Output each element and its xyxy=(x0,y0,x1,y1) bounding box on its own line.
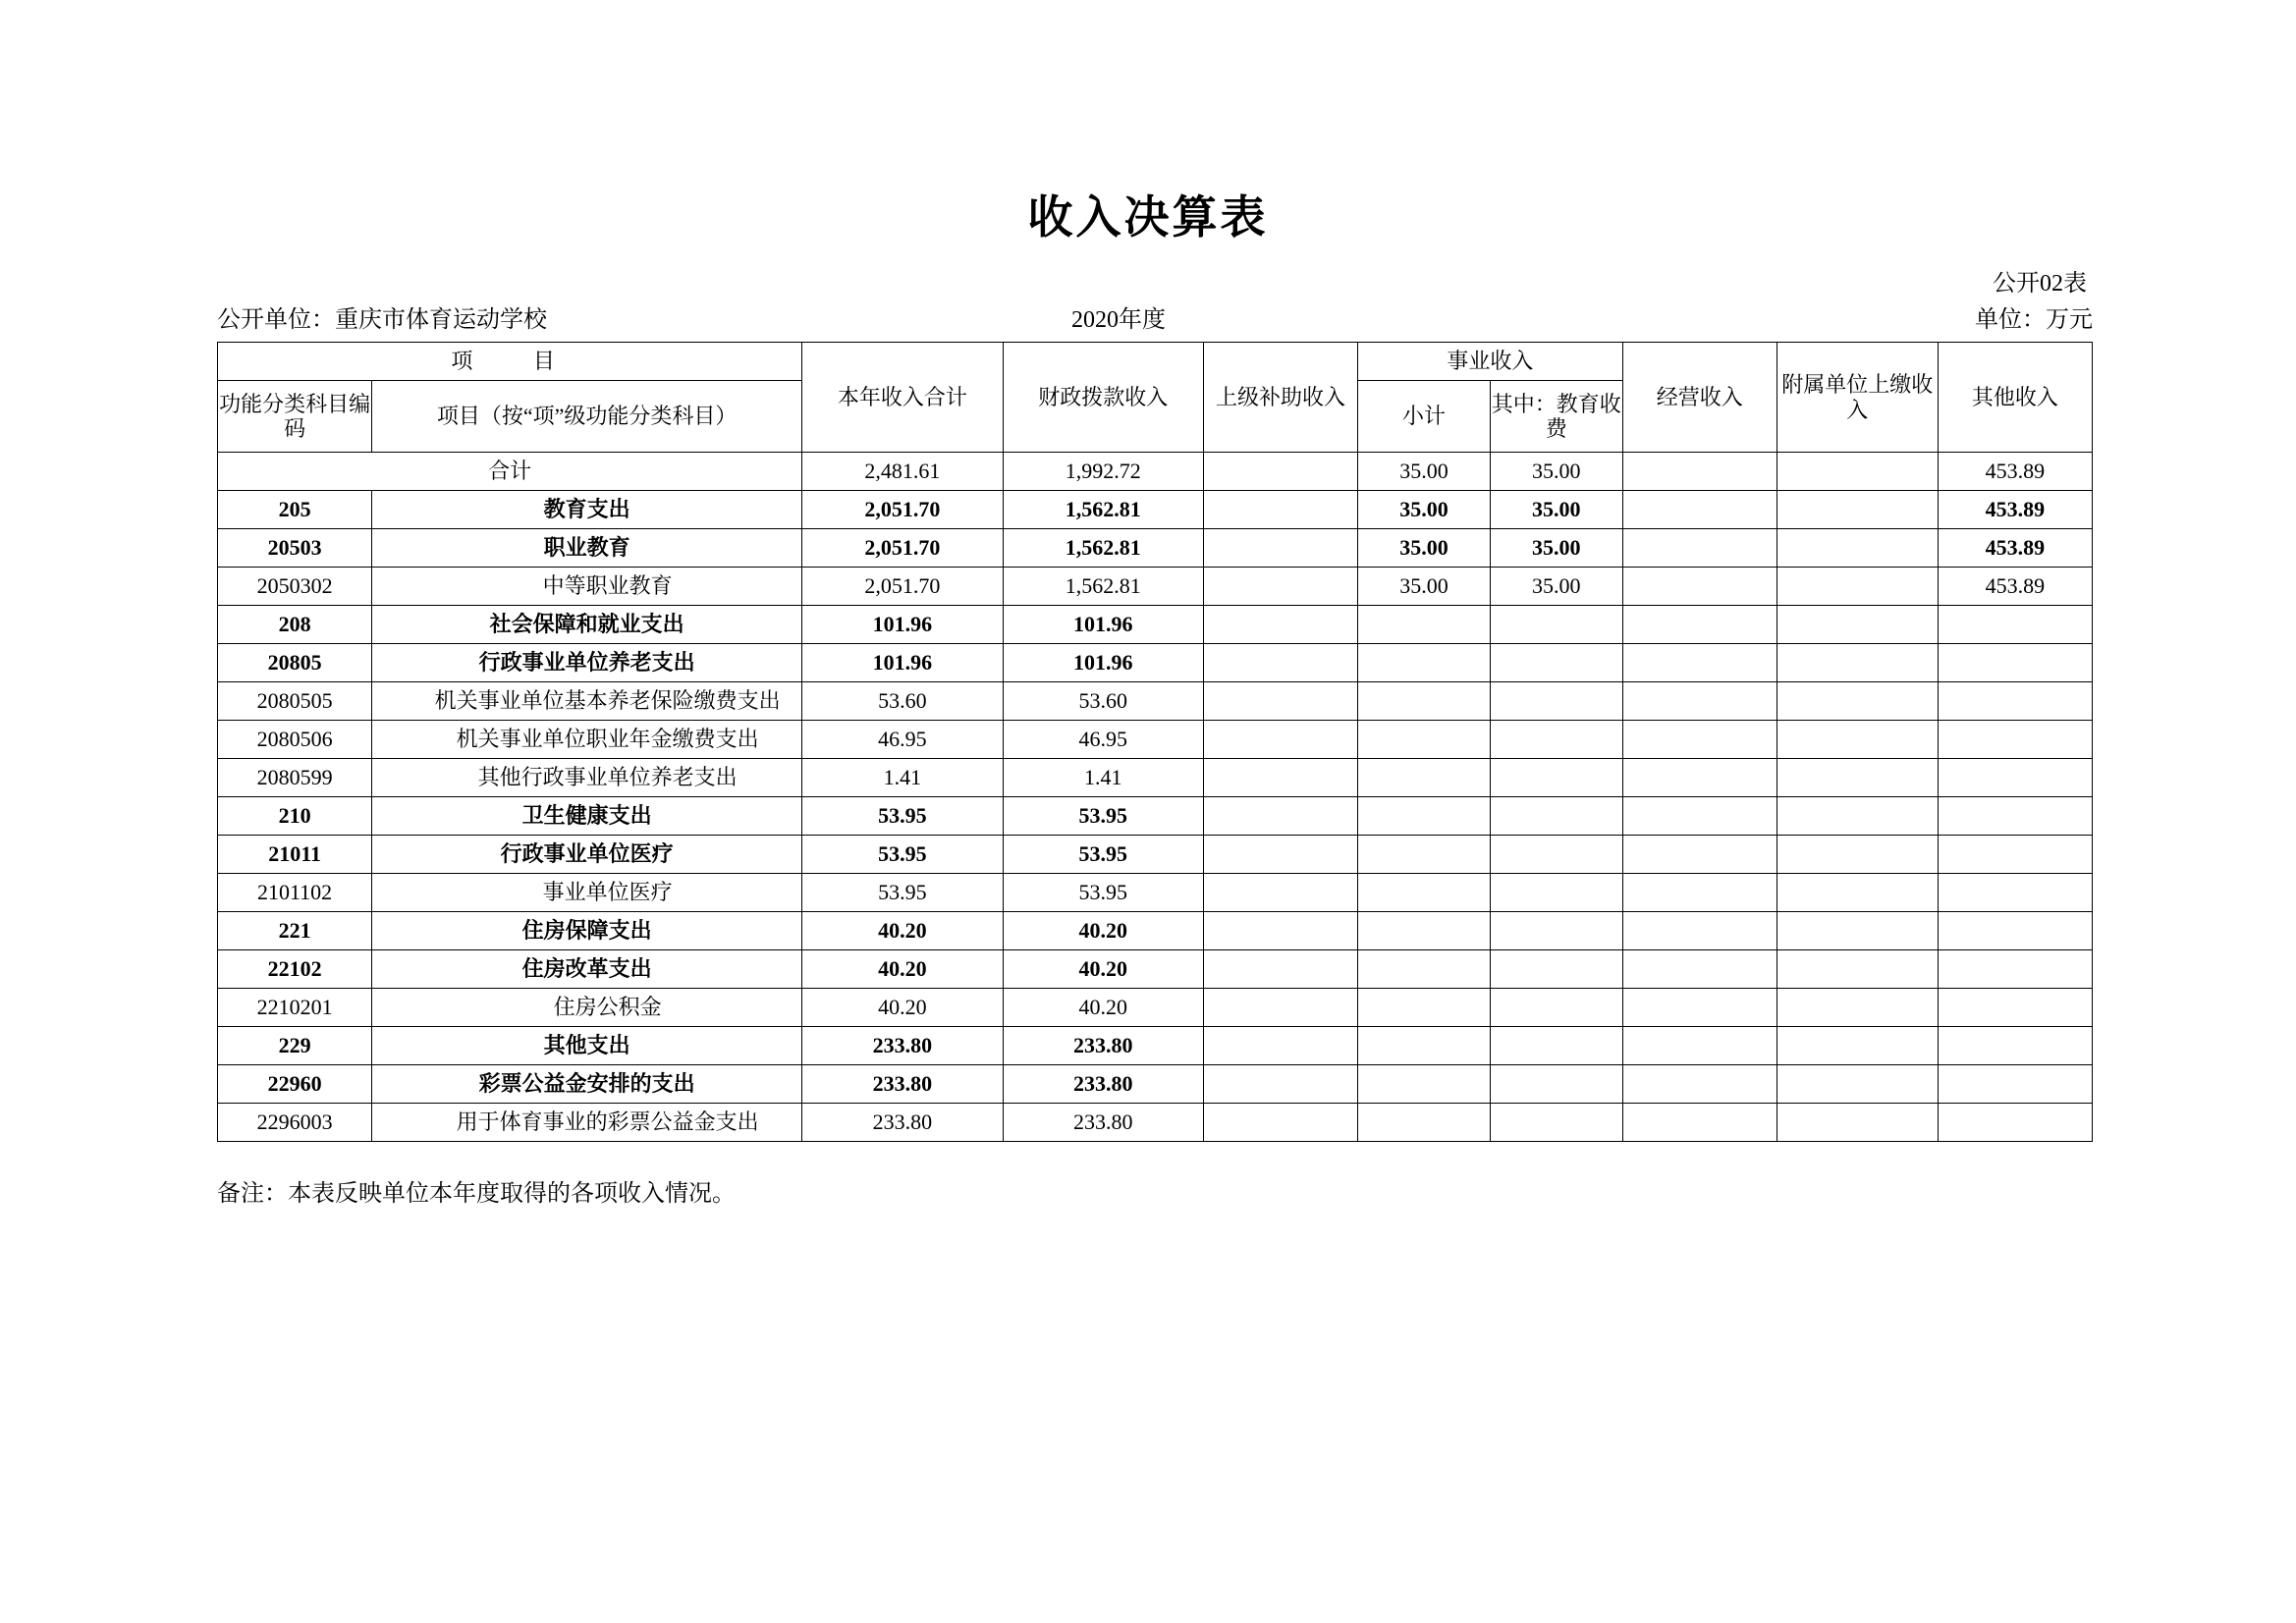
cell-business-sub: 35.00 xyxy=(1358,453,1491,491)
cell-business-sub xyxy=(1358,836,1491,874)
cell-business-sub: 35.00 xyxy=(1358,568,1491,606)
cell-business-sub xyxy=(1358,950,1491,989)
cell-total: 40.20 xyxy=(802,989,1003,1027)
cell-code: 2080506 xyxy=(218,721,372,759)
cell-business-sub xyxy=(1358,989,1491,1027)
cell-total: 233.80 xyxy=(802,1065,1003,1104)
cell-name: 教育支出 xyxy=(372,491,802,529)
cell-operating xyxy=(1622,568,1777,606)
cell-fiscal: 40.20 xyxy=(1003,989,1203,1027)
table-body xyxy=(218,453,2093,1142)
header-col-superior: 上级补助收入 xyxy=(1203,343,1357,453)
cell-operating xyxy=(1622,874,1777,912)
cell-name: 其他支出 xyxy=(372,1027,802,1065)
cell-affiliate xyxy=(1777,721,1938,759)
cell-total: 53.60 xyxy=(802,682,1003,721)
cell-name: 住房保障支出 xyxy=(372,912,802,950)
cell-business-sub: 35.00 xyxy=(1358,529,1491,568)
cell-total: 46.95 xyxy=(802,721,1003,759)
cell-operating xyxy=(1622,682,1777,721)
cell-operating xyxy=(1622,759,1777,797)
cell-total: 2,051.70 xyxy=(802,529,1003,568)
cell-name: 彩票公益金安排的支出 xyxy=(372,1065,802,1104)
table-row xyxy=(218,912,2093,950)
cell-superior xyxy=(1203,453,1357,491)
cell-business-edu: 35.00 xyxy=(1490,529,1622,568)
cell-fiscal: 233.80 xyxy=(1003,1065,1203,1104)
cell-affiliate xyxy=(1777,1065,1938,1104)
cell-business-edu xyxy=(1490,721,1622,759)
cell-other: 453.89 xyxy=(1938,453,2092,491)
cell-business-sub xyxy=(1358,797,1491,836)
header-col-affiliate: 附属单位上缴收入 xyxy=(1777,343,1938,453)
header-col-name: 项目（按“项”级功能分类科目） xyxy=(372,381,802,453)
cell-total: 53.95 xyxy=(802,874,1003,912)
cell-business-sub xyxy=(1358,1104,1491,1142)
cell-total: 1.41 xyxy=(802,759,1003,797)
table-row xyxy=(218,874,2093,912)
cell-business-sub xyxy=(1358,759,1491,797)
cell-superior xyxy=(1203,874,1357,912)
header-col-business-sub: 小计 xyxy=(1358,381,1491,453)
cell-total-label: 合计 xyxy=(218,453,802,491)
cell-superior xyxy=(1203,529,1357,568)
cell-total: 233.80 xyxy=(802,1104,1003,1142)
cell-business-edu xyxy=(1490,644,1622,682)
cell-name: 职业教育 xyxy=(372,529,802,568)
table-row xyxy=(218,606,2093,644)
cell-name: 机关事业单位基本养老保险缴费支出 xyxy=(372,682,802,721)
cell-other: 453.89 xyxy=(1938,568,2092,606)
cell-business-edu xyxy=(1490,682,1622,721)
cell-total: 53.95 xyxy=(802,836,1003,874)
table-row xyxy=(218,529,2093,568)
cell-affiliate xyxy=(1777,1027,1938,1065)
meta-row xyxy=(217,299,2093,331)
cell-fiscal: 1.41 xyxy=(1003,759,1203,797)
page-title: 收入决算表 xyxy=(1027,190,1269,243)
table-header-row-1 xyxy=(218,343,2093,381)
cell-business-edu: 35.00 xyxy=(1490,568,1622,606)
cell-fiscal: 101.96 xyxy=(1003,644,1203,682)
cell-business-sub xyxy=(1358,606,1491,644)
cell-affiliate xyxy=(1777,874,1938,912)
header-col-business-edu: 其中：教育收费 xyxy=(1490,381,1622,453)
cell-total: 2,051.70 xyxy=(802,568,1003,606)
money-unit-label: 单位：万元 xyxy=(1975,307,2093,333)
table-row xyxy=(218,797,2093,836)
cell-total: 101.96 xyxy=(802,644,1003,682)
cell-code: 22960 xyxy=(218,1065,372,1104)
cell-fiscal: 53.95 xyxy=(1003,836,1203,874)
cell-business-sub xyxy=(1358,1065,1491,1104)
cell-total: 40.20 xyxy=(802,912,1003,950)
cell-superior xyxy=(1203,491,1357,529)
cell-operating xyxy=(1622,989,1777,1027)
cell-affiliate xyxy=(1777,836,1938,874)
cell-business-edu xyxy=(1490,950,1622,989)
cell-business-edu xyxy=(1490,912,1622,950)
cell-other xyxy=(1938,874,2092,912)
cell-other xyxy=(1938,721,2092,759)
cell-total: 233.80 xyxy=(802,1027,1003,1065)
public-unit-label: 公开单位：重庆市体育运动学校 xyxy=(217,307,547,333)
cell-superior xyxy=(1203,759,1357,797)
cell-name: 事业单位医疗 xyxy=(372,874,802,912)
cell-fiscal: 53.95 xyxy=(1003,797,1203,836)
table-row xyxy=(218,721,2093,759)
table-row xyxy=(218,989,2093,1027)
cell-business-sub xyxy=(1358,1027,1491,1065)
cell-fiscal: 53.60 xyxy=(1003,682,1203,721)
cell-business-edu xyxy=(1490,1027,1622,1065)
cell-code: 22102 xyxy=(218,950,372,989)
table-row xyxy=(218,759,2093,797)
cell-fiscal: 1,562.81 xyxy=(1003,529,1203,568)
cell-superior xyxy=(1203,568,1357,606)
fiscal-year-label: 2020年度 xyxy=(1071,307,1166,333)
cell-business-sub: 35.00 xyxy=(1358,491,1491,529)
cell-fiscal: 233.80 xyxy=(1003,1027,1203,1065)
cell-superior xyxy=(1203,721,1357,759)
header-col-operating: 经营收入 xyxy=(1622,343,1777,453)
cell-total: 40.20 xyxy=(802,950,1003,989)
cell-operating xyxy=(1622,721,1777,759)
cell-fiscal: 46.95 xyxy=(1003,721,1203,759)
cell-business-edu xyxy=(1490,874,1622,912)
header-col-code: 功能分类科目编码 xyxy=(218,381,372,453)
cell-other xyxy=(1938,606,2092,644)
cell-code: 20805 xyxy=(218,644,372,682)
cell-operating xyxy=(1622,529,1777,568)
cell-business-edu xyxy=(1490,836,1622,874)
cell-operating xyxy=(1622,453,1777,491)
table-row xyxy=(218,1104,2093,1142)
table-row xyxy=(218,1065,2093,1104)
header-col-total: 本年收入合计 xyxy=(802,343,1003,453)
cell-other xyxy=(1938,759,2092,797)
cell-fiscal: 1,562.81 xyxy=(1003,568,1203,606)
cell-name: 其他行政事业单位养老支出 xyxy=(372,759,802,797)
cell-fiscal: 40.20 xyxy=(1003,950,1203,989)
cell-operating xyxy=(1622,644,1777,682)
cell-business-sub xyxy=(1358,912,1491,950)
cell-affiliate xyxy=(1777,950,1938,989)
cell-name: 住房公积金 xyxy=(372,989,802,1027)
cell-business-edu: 35.00 xyxy=(1490,491,1622,529)
cell-affiliate xyxy=(1777,568,1938,606)
cell-superior xyxy=(1203,950,1357,989)
cell-affiliate xyxy=(1777,682,1938,721)
cell-code: 229 xyxy=(218,1027,372,1065)
cell-superior xyxy=(1203,836,1357,874)
cell-affiliate xyxy=(1777,453,1938,491)
table-row xyxy=(218,836,2093,874)
cell-business-sub xyxy=(1358,874,1491,912)
cell-business-edu xyxy=(1490,989,1622,1027)
cell-fiscal: 40.20 xyxy=(1003,912,1203,950)
cell-code: 221 xyxy=(218,912,372,950)
cell-other xyxy=(1938,912,2092,950)
cell-superior xyxy=(1203,912,1357,950)
cell-name: 住房改革支出 xyxy=(372,950,802,989)
cell-code: 2080599 xyxy=(218,759,372,797)
cell-operating xyxy=(1622,1065,1777,1104)
cell-code: 20503 xyxy=(218,529,372,568)
cell-affiliate xyxy=(1777,529,1938,568)
cell-business-edu: 35.00 xyxy=(1490,453,1622,491)
cell-code: 208 xyxy=(218,606,372,644)
cell-other xyxy=(1938,950,2092,989)
cell-other xyxy=(1938,836,2092,874)
cell-affiliate xyxy=(1777,989,1938,1027)
cell-affiliate xyxy=(1777,912,1938,950)
cell-superior xyxy=(1203,989,1357,1027)
cell-fiscal: 233.80 xyxy=(1003,1104,1203,1142)
table-row xyxy=(218,682,2093,721)
sheet-tag: 公开02表 xyxy=(1993,271,2087,297)
cell-name: 中等职业教育 xyxy=(372,568,802,606)
cell-superior xyxy=(1203,682,1357,721)
table-row xyxy=(218,950,2093,989)
cell-fiscal: 53.95 xyxy=(1003,874,1203,912)
cell-business-sub xyxy=(1358,644,1491,682)
header-col-fiscal: 财政拨款收入 xyxy=(1003,343,1203,453)
cell-other xyxy=(1938,1065,2092,1104)
cell-fiscal: 101.96 xyxy=(1003,606,1203,644)
cell-name: 行政事业单位养老支出 xyxy=(372,644,802,682)
cell-other xyxy=(1938,1027,2092,1065)
cell-other xyxy=(1938,644,2092,682)
cell-operating xyxy=(1622,606,1777,644)
cell-code: 2210201 xyxy=(218,989,372,1027)
cell-operating xyxy=(1622,950,1777,989)
cell-fiscal: 1,992.72 xyxy=(1003,453,1203,491)
cell-affiliate xyxy=(1777,491,1938,529)
cell-other: 453.89 xyxy=(1938,529,2092,568)
cell-code: 2296003 xyxy=(218,1104,372,1142)
cell-affiliate xyxy=(1777,797,1938,836)
cell-superior xyxy=(1203,644,1357,682)
cell-total: 53.95 xyxy=(802,797,1003,836)
cell-other xyxy=(1938,1104,2092,1142)
cell-affiliate xyxy=(1777,1104,1938,1142)
cell-operating xyxy=(1622,836,1777,874)
header-item-group: 项 目 xyxy=(218,343,802,381)
table-row xyxy=(218,1027,2093,1065)
cell-affiliate xyxy=(1777,759,1938,797)
cell-other: 453.89 xyxy=(1938,491,2092,529)
cell-business-edu xyxy=(1490,797,1622,836)
cell-other xyxy=(1938,989,2092,1027)
cell-name: 机关事业单位职业年金缴费支出 xyxy=(372,721,802,759)
income-final-accounts-table xyxy=(217,342,2093,1142)
cell-fiscal: 1,562.81 xyxy=(1003,491,1203,529)
cell-other xyxy=(1938,797,2092,836)
cell-superior xyxy=(1203,1065,1357,1104)
table-row xyxy=(218,568,2093,606)
cell-superior xyxy=(1203,606,1357,644)
cell-superior xyxy=(1203,797,1357,836)
cell-operating xyxy=(1622,797,1777,836)
table-row xyxy=(218,453,2093,491)
cell-superior xyxy=(1203,1104,1357,1142)
cell-name: 社会保障和就业支出 xyxy=(372,606,802,644)
cell-name: 行政事业单位医疗 xyxy=(372,836,802,874)
cell-operating xyxy=(1622,1104,1777,1142)
cell-code: 205 xyxy=(218,491,372,529)
cell-total: 101.96 xyxy=(802,606,1003,644)
cell-other xyxy=(1938,682,2092,721)
cell-business-edu xyxy=(1490,759,1622,797)
table-note: 备注：本表反映单位本年度取得的各项收入情况。 xyxy=(217,1181,736,1207)
cell-total: 2,051.70 xyxy=(802,491,1003,529)
table-row xyxy=(218,491,2093,529)
cell-operating xyxy=(1622,912,1777,950)
cell-code: 210 xyxy=(218,797,372,836)
cell-affiliate xyxy=(1777,644,1938,682)
header-col-business-group: 事业收入 xyxy=(1358,343,1623,381)
cell-code: 2050302 xyxy=(218,568,372,606)
cell-code: 21011 xyxy=(218,836,372,874)
cell-total: 2,481.61 xyxy=(802,453,1003,491)
header-col-other: 其他收入 xyxy=(1938,343,2092,453)
cell-business-edu xyxy=(1490,606,1622,644)
cell-affiliate xyxy=(1777,606,1938,644)
table-row xyxy=(218,644,2093,682)
cell-superior xyxy=(1203,1027,1357,1065)
cell-operating xyxy=(1622,1027,1777,1065)
cell-business-sub xyxy=(1358,721,1491,759)
cell-name: 用于体育事业的彩票公益金支出 xyxy=(372,1104,802,1142)
cell-code: 2080505 xyxy=(218,682,372,721)
cell-code: 2101102 xyxy=(218,874,372,912)
cell-business-sub xyxy=(1358,682,1491,721)
cell-business-edu xyxy=(1490,1065,1622,1104)
cell-business-edu xyxy=(1490,1104,1622,1142)
cell-name: 卫生健康支出 xyxy=(372,797,802,836)
cell-operating xyxy=(1622,491,1777,529)
